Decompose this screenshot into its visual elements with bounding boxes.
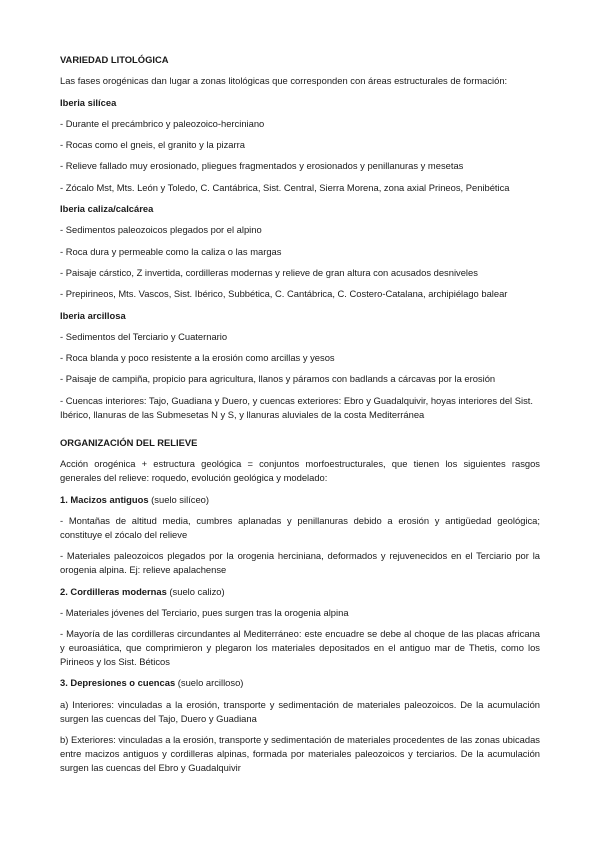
list-item: - Rocas como el gneis, el granito y la pizarra: [60, 139, 245, 151]
list-item: - Prepirineos, Mts. Vascos, Sist. Ibérico, Subbética, C. Cantábrica, C. Costero-Catalana, archipiélago balear: [60, 288, 508, 300]
subheading-cordilleras: [60, 585, 540, 599]
list-item: - Montañas de altitud media, cumbres aplanadas y penillanuras debido a erosión y antigüedad geológica; constituye el zócalo del relieve: [60, 514, 540, 540]
section-title-organizacion: ORGANIZACIÓN DEL RELIEVE: [60, 437, 198, 449]
list-item: - Sedimentos paleozoicos plegados por el alpino: [60, 224, 262, 236]
list-item: - Zócalo Mst, Mts. León y Toledo, C. Cantábrica, Sist. Central, Sierra Morena, zona axial Prineos, Penibética: [60, 181, 510, 193]
subheading-note: (suelo arcilloso): [175, 677, 244, 689]
subheading-arcillosa: Iberia arcillosa: [60, 309, 126, 321]
subheading-note: (suelo calizo): [166, 585, 225, 597]
subheading-macizos: [60, 493, 540, 507]
subheading-depresiones: [60, 676, 540, 690]
list-item: - Paisaje cárstico, Z invertida, cordilleras modernas y relieve de gran altura con acusados desniveles: [60, 266, 478, 278]
list-item: - Durante el precámbrico y paleozoico-herciniano: [60, 117, 265, 129]
subheading-note: (suelo silíceo): [148, 493, 210, 505]
list-item: - Paisaje de campiña, propicio para agricultura, llanos y páramos con badlands a cárcavas por la erosión: [60, 373, 496, 385]
subheading-bold: 2. Cordilleras modernas: [60, 585, 167, 597]
subheading-caliza: Iberia caliza/calcárea: [60, 203, 154, 215]
list-item: - Mayoría de las cordilleras circundantes al Mediterráneo: este encuadre se debe al choque de las placas africana y euroasiática, que comprimieron y plegaron los materiales depositados en el antiguo mar de Thetis, como los Pirineos y los Sist. Béticos: [60, 628, 540, 668]
subheading-bold: 3. Depresiones o cuencas: [60, 677, 176, 689]
list-item: - Roca blanda y poco resistente a la erosión como arcillas y yesos: [60, 352, 335, 364]
list-item: - Roca dura y permeable como la caliza o las margas: [60, 245, 282, 257]
subheading-silicea: Iberia silícea: [60, 96, 117, 108]
list-item: - Cuencas interiores: Tajo, Guadiana y Duero, y cuencas exteriores: Ebro y Guadalquivir, hoyas interiores del Sist. Ibérico, llanuras de las Submesetas N y S, y llanuras aluviales de la costa Mediterránea: [60, 394, 533, 420]
list-item: b) Exteriores: vinculadas a la erosión, transporte y sedimentación de materiales procedentes de las zonas ubicadas entre macizos antiguos y cordilleras alpinas, formada por materiales paleozoicos y terciarios. De la acumulación surgen las cuencas del Ebro y Guadalquivir: [60, 734, 540, 774]
list-item: a) Interiores: vinculadas a la erosión, transporte y sedimentación de materiales paleozoicos. De la acumulación surgen las cuencas del Tajo, Duero y Guadiana: [60, 698, 540, 724]
list-item: - Materiales jóvenes del Terciario, pues surgen tras la orogenia alpina: [60, 606, 349, 618]
list-item: - Relieve fallado muy erosionado, pliegues fragmentados y erosionados y penillanuras y mesetas: [60, 160, 464, 172]
list-item: - Sedimentos del Terciario y Cuaternario: [60, 330, 228, 342]
section-intro: Las fases orogénicas dan lugar a zonas litológicas que corresponden con áreas estructurales de formación:: [60, 75, 508, 87]
subheading-bold: 1. Macizos antiguos: [60, 493, 149, 505]
section-intro: Acción orogénica + estructura geológica = conjuntos morfoestructurales, que tienen los siguientes rasgos generales del relieve: roquedo, evolución geológica y modelado:: [60, 458, 540, 484]
section-title-variedad: VARIEDAD LITOLÓGICA: [60, 54, 169, 65]
list-item: - Materiales paleozoicos plegados por la orogenia herciniana, deformados y rejuvenecidos en el Terciario por la orogenia alpina. Ej: relieve apalachense: [60, 550, 540, 576]
